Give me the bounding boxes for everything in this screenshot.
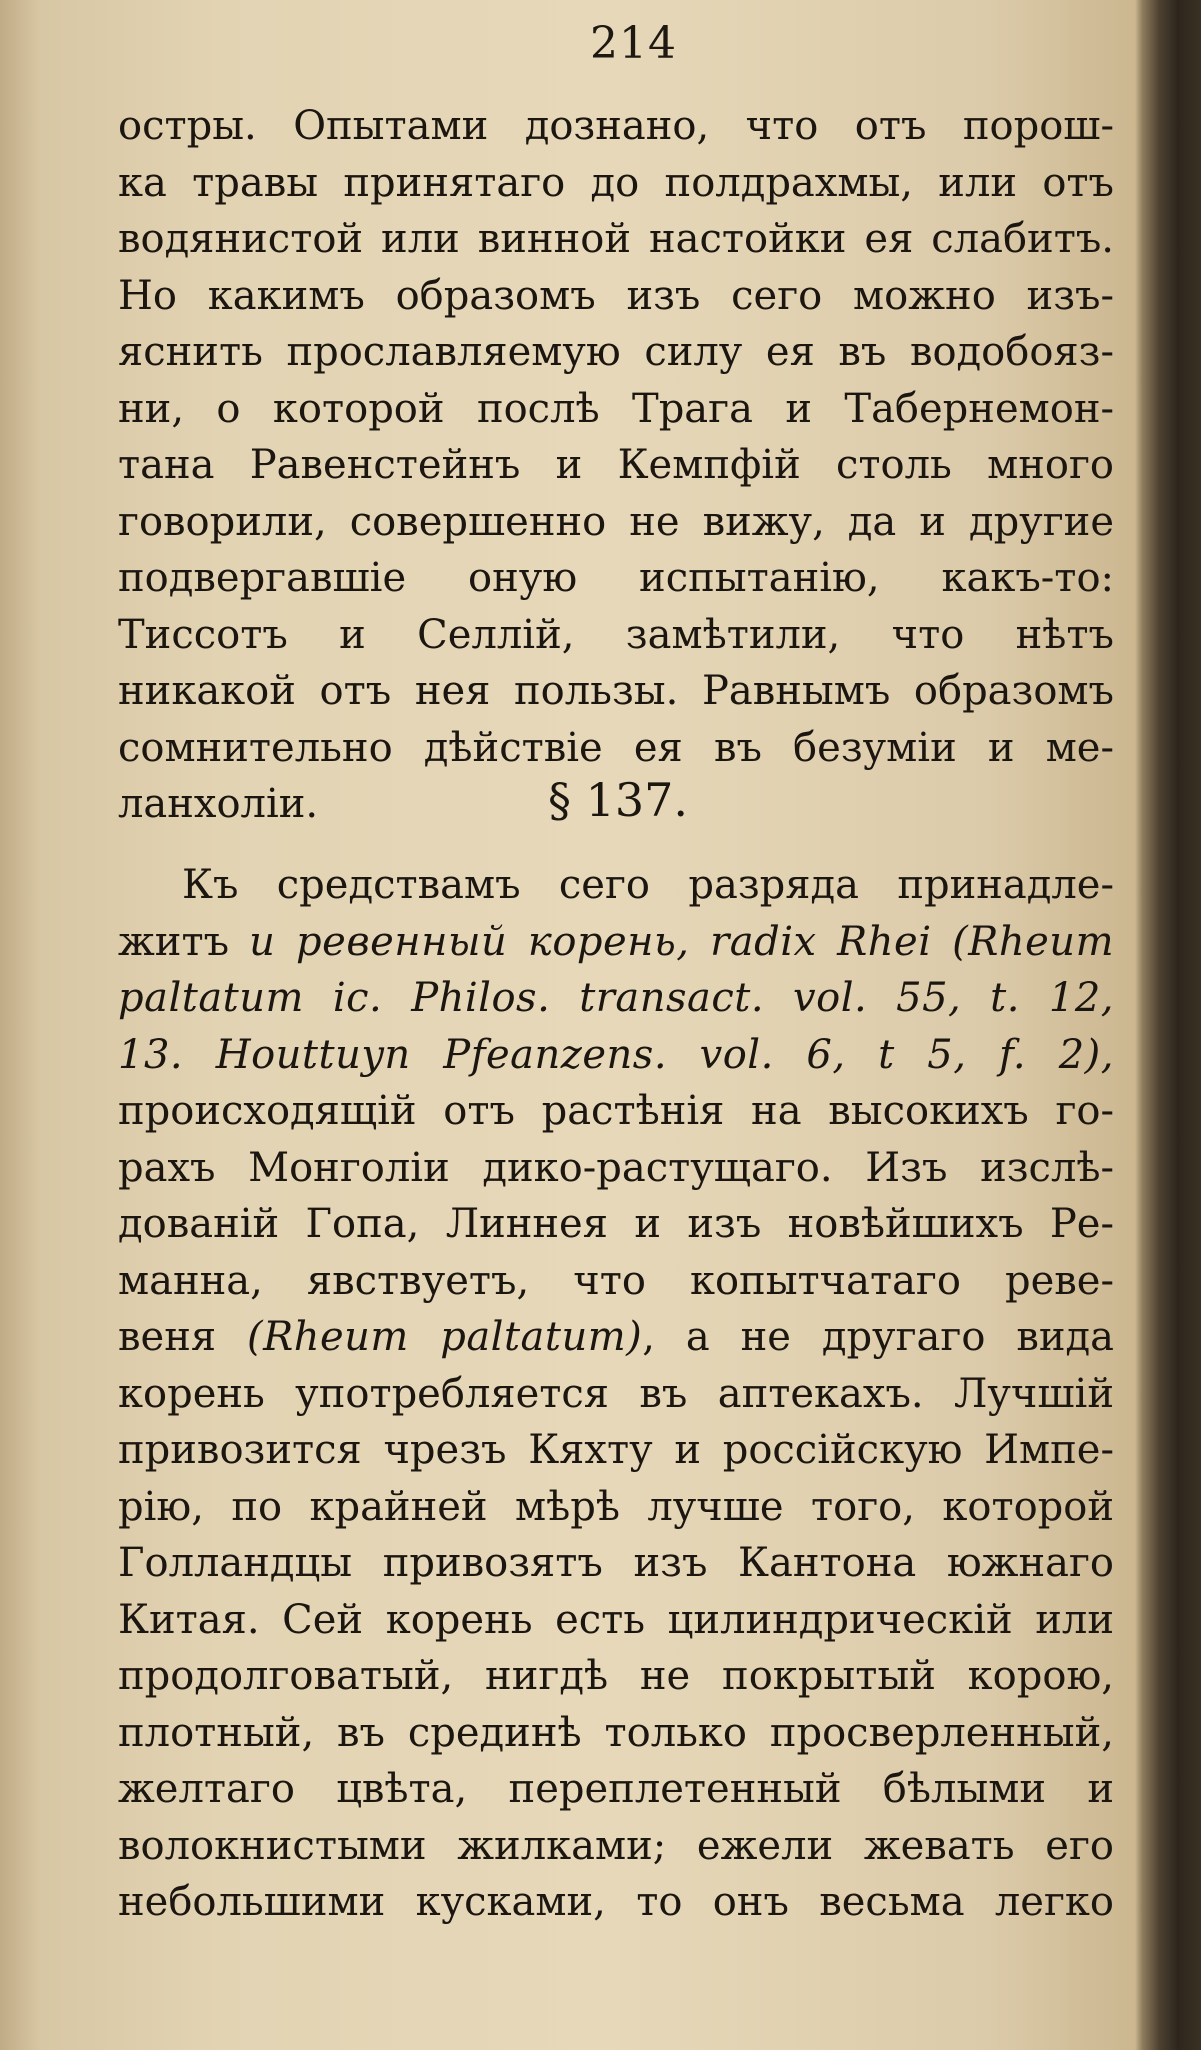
text-line bbox=[118, 1818, 1114, 1875]
text-plain: манна, явствуетъ, что копытчатаго реве- bbox=[118, 1257, 1114, 1304]
text-line bbox=[118, 1761, 1114, 1818]
text-italic: и ревенный корень, radix Rhei (Rheum bbox=[249, 918, 1114, 965]
text-line bbox=[118, 1196, 1114, 1253]
left-edge-shadow bbox=[0, 0, 40, 2050]
text-plain: корень употребляется въ аптекахъ. Лучшій bbox=[118, 1370, 1114, 1417]
text-line: яснить прославляемую силу ея въ водобояз- bbox=[118, 329, 1114, 375]
text-plain: , а не другаго вида bbox=[642, 1314, 1114, 1360]
text-line bbox=[118, 1309, 1114, 1366]
text-line bbox=[118, 1422, 1114, 1479]
text-line bbox=[118, 1874, 1114, 1931]
text-line: тана Равенстейнъ и Кемпфій столь много bbox=[118, 442, 1114, 488]
text-plain: волокнистыми жилками; ежели жевать его bbox=[118, 1822, 1114, 1869]
text-plain: дованій Гопа, Линнея и изъ новѣйшихъ Ре- bbox=[118, 1201, 1114, 1247]
text-plain: плотный, въ срединѣ только просверленный, bbox=[118, 1709, 1114, 1756]
text-plain: Китая. Сей корень есть цилиндрическій или bbox=[118, 1596, 1114, 1643]
gutter-shadow bbox=[1135, 0, 1143, 2050]
text-line: никакой отъ нея пользы. Равнымъ образомъ bbox=[118, 668, 1114, 714]
text-line bbox=[118, 1479, 1114, 1536]
text-line: ка травы принятаго до полдрахмы, или отъ bbox=[118, 159, 1114, 206]
text-line: водянистой или винной настойки ея слабитъ. bbox=[118, 216, 1114, 262]
paragraph-continuation bbox=[118, 98, 1114, 833]
text-line bbox=[118, 1366, 1114, 1423]
text-line bbox=[118, 1705, 1114, 1762]
text-line bbox=[118, 1083, 1114, 1140]
text-plain: Къ средствамъ сего разряда принадле- bbox=[182, 862, 1114, 908]
text-plain: веня bbox=[118, 1314, 247, 1360]
text-line bbox=[118, 1535, 1114, 1592]
text-line bbox=[118, 914, 1114, 971]
text-plain: рахъ Монголіи дико-растущаго. Изъ изслѣ- bbox=[118, 1144, 1114, 1191]
text-line bbox=[118, 1253, 1114, 1310]
text-line bbox=[118, 857, 1114, 914]
text-line: остры. Опытами дознано, что отъ порош- bbox=[118, 103, 1114, 149]
text-line: Но какимъ образомъ изъ сего можно изъ- bbox=[118, 272, 1114, 319]
text-plain: привозится чрезъ Кяхту и россійскую Импе- bbox=[118, 1427, 1114, 1473]
text-plain: житъ bbox=[118, 918, 250, 965]
section-heading: § 137. bbox=[548, 773, 689, 827]
page-number: 214 bbox=[590, 18, 677, 69]
text-line bbox=[118, 1027, 1114, 1084]
text-italic: (Rheum paltatum) bbox=[246, 1314, 643, 1360]
text-italic: paltatum ic. Philos. transact. vol. 55, t. 12, bbox=[118, 975, 1114, 1021]
book-gutter bbox=[1143, 0, 1201, 2050]
text-plain: желтаго цвѣта, переплетенный бѣлыми и bbox=[118, 1766, 1114, 1812]
text-plain: рію, по крайней мѣрѣ лучше того, которой bbox=[118, 1483, 1114, 1530]
text-line: говорили, совершенно не вижу, да и другие bbox=[118, 498, 1114, 545]
text-line: Тиссотъ и Селлій, замѣтили, что нѣтъ bbox=[118, 611, 1114, 658]
text-line: подвергавшіе оную испытанію, какъ-то: bbox=[118, 555, 1114, 601]
text-line bbox=[118, 970, 1114, 1027]
text-plain: Голландцы привозятъ изъ Кантона южнаго bbox=[118, 1540, 1114, 1586]
text-line: сомнительно дѣйствіе ея въ безуміи и ме- bbox=[118, 724, 1114, 771]
text-line: ни, о которой послѣ Трага и Табернемон- bbox=[118, 385, 1114, 432]
text-plain: происходящій отъ растѣнія на высокихъ го- bbox=[118, 1088, 1114, 1134]
text-line bbox=[118, 1592, 1114, 1649]
text-line bbox=[118, 1140, 1114, 1197]
text-italic: 13. Houttuyn Pfeanzens. vol. 6, t 5, f. 2), bbox=[118, 1031, 1114, 1078]
text-line bbox=[118, 1648, 1114, 1705]
text-plain: продолговатый, нигдѣ не покрытый корою, bbox=[118, 1653, 1114, 1699]
text-line: ланхоліи. bbox=[118, 781, 319, 827]
text-plain: небольшими кусками, то онъ весьма легко bbox=[118, 1879, 1114, 1925]
paragraph-section-137 bbox=[118, 857, 1114, 1931]
